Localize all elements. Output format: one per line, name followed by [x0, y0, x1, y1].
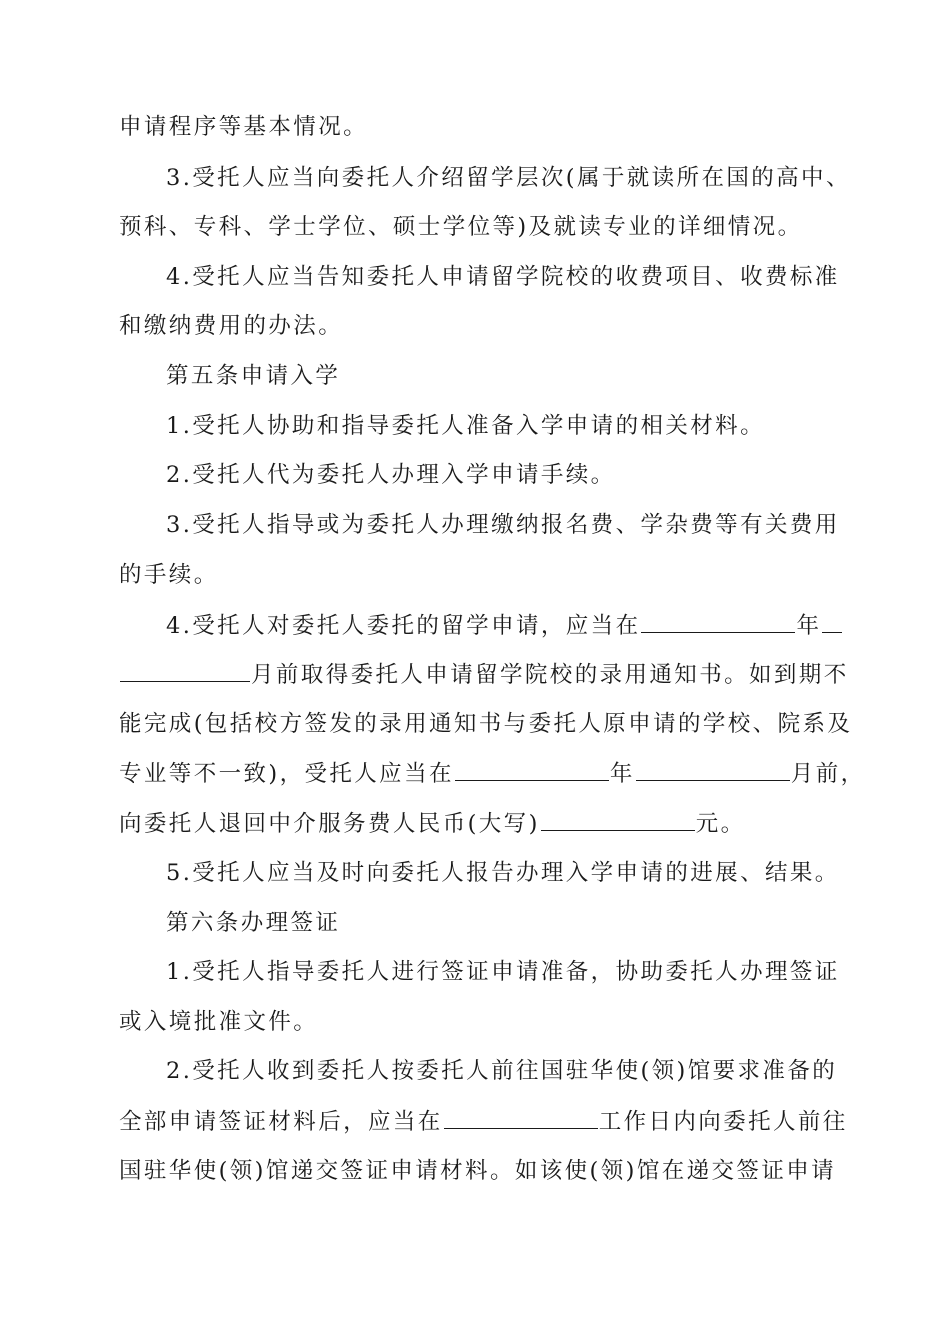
- line-text: 月前，: [790, 761, 866, 787]
- line-text: 向委托人退回中介服务费人民币(大写): [119, 811, 540, 837]
- paragraph-line: 1.受托人指导委托人进行签证申请准备，协助委托人办理签证: [166, 959, 840, 985]
- paragraph-line: 国驻华使(领)馆递交签证申请材料。如该使(领)馆在递交签证申请: [119, 1158, 837, 1184]
- paragraph-line: 2.受托人收到委托人按委托人前往国驻华使(领)馆要求准备的: [166, 1058, 838, 1084]
- month-blank[interactable]: [120, 659, 250, 682]
- amount-blank[interactable]: [541, 808, 695, 831]
- paragraph-line: 申请程序等基本情况。: [119, 114, 369, 140]
- paragraph-line: 或入境批准文件。: [119, 1009, 319, 1035]
- line-text: 月前取得委托人申请留学院校的录用通知书。如到期不: [251, 662, 849, 688]
- paragraph-line: [119, 1106, 848, 1137]
- line-text: 年: [796, 613, 822, 639]
- section-heading: 第六条办理签证: [166, 910, 341, 936]
- line-text: 4.受托人对委托人委托的留学申请，应当在: [166, 613, 641, 639]
- paragraph-line: 5.受托人应当及时向委托人报告办理入学申请的进展、结果。: [166, 860, 840, 886]
- line-text: 专业等不一致)，受托人应当在: [119, 761, 454, 787]
- paragraph-line: 2.受托人代为委托人办理入学申请手续。: [166, 462, 616, 488]
- paragraph-line: 3.受托人应当向委托人介绍留学层次(属于就读所在国的高中、: [166, 165, 851, 191]
- paragraph-line: [119, 758, 866, 789]
- month-blank[interactable]: [636, 758, 790, 781]
- line-text: 元。: [695, 811, 746, 837]
- year-blank[interactable]: [455, 758, 609, 781]
- line-text: 年: [609, 761, 635, 787]
- month-blank[interactable]: [822, 610, 842, 633]
- paragraph-line: 预科、专科、学士学位、硕士学位等)及就读专业的详细情况。: [119, 214, 803, 240]
- line-text: 工作日内向委托人前往: [598, 1109, 848, 1135]
- line-text: 全部申请签证材料后，应当在: [119, 1109, 443, 1135]
- year-blank[interactable]: [641, 610, 795, 633]
- paragraph-line: 3.受托人指导或为委托人办理缴纳报名费、学杂费等有关费用: [166, 512, 840, 538]
- paragraph-line: 和缴纳费用的办法。: [119, 313, 344, 339]
- paragraph-line: 能完成(包括校方签发的录用通知书与委托人原申请的学校、院系及: [119, 711, 853, 737]
- paragraph-line: 1.受托人协助和指导委托人准备入学申请的相关材料。: [166, 413, 765, 439]
- paragraph-line: [119, 659, 849, 690]
- paragraph-line: 的手续。: [119, 562, 219, 588]
- paragraph-line: 4.受托人应当告知委托人申请留学院校的收费项目、收费标准: [166, 264, 840, 290]
- section-heading: 第五条申请入学: [166, 363, 341, 389]
- workdays-blank[interactable]: [444, 1106, 598, 1129]
- paragraph-line: [119, 808, 746, 839]
- paragraph-line: [166, 610, 843, 641]
